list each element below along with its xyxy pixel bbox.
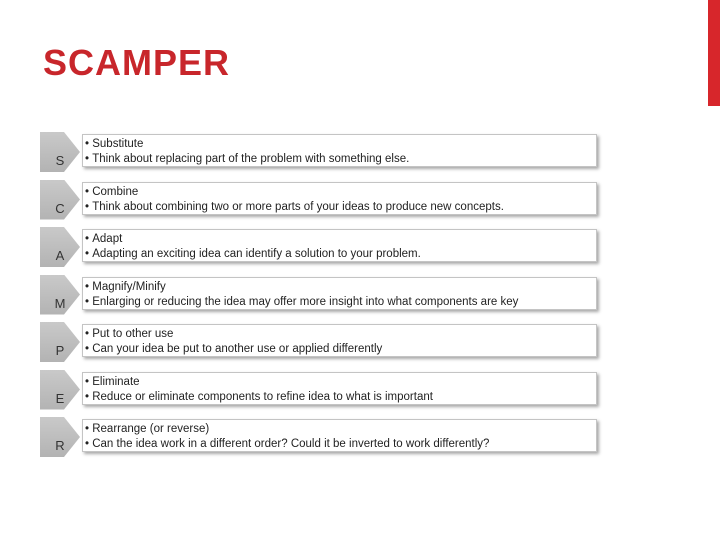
scamper-list: [40, 131, 560, 464]
row-card: [82, 372, 597, 405]
row-heading: • Put to other use: [85, 327, 590, 342]
row-letter: P: [55, 343, 65, 358]
scamper-row-c: [40, 179, 560, 227]
slide-title: SCAMPER: [43, 42, 231, 83]
accent-bar: [708, 0, 720, 106]
row-heading: • Adapt: [85, 232, 590, 247]
row-heading: • Rearrange (or reverse): [85, 422, 590, 437]
row-heading: • Combine: [85, 185, 590, 200]
row-card: [82, 182, 597, 215]
row-detail: • Can your idea be put to another use or applied differently: [85, 342, 590, 357]
row-letter: S: [55, 153, 65, 168]
row-card: [82, 419, 597, 452]
scamper-row-p: [40, 321, 560, 369]
row-detail: • Enlarging or reducing the idea may offer more insight into what components are key: [85, 295, 590, 310]
row-card: [82, 324, 597, 357]
row-detail: • Adapting an exciting idea can identify a solution to your problem.: [85, 247, 590, 262]
row-heading: • Magnify/Minify: [85, 280, 590, 295]
scamper-row-a: [40, 226, 560, 274]
row-heading: • Substitute: [85, 137, 590, 152]
row-card: [82, 134, 597, 167]
scamper-row-m: [40, 274, 560, 322]
row-detail: • Can the idea work in a different order? Could it be inverted to work differently?: [85, 437, 590, 452]
scamper-row-s: [40, 131, 560, 179]
row-card: [82, 229, 597, 262]
row-detail: • Reduce or eliminate components to refine idea to what is important: [85, 390, 590, 405]
scamper-row-e: [40, 369, 560, 417]
row-detail: • Think about replacing part of the problem with something else.: [85, 152, 590, 167]
row-letter: A: [55, 248, 65, 263]
row-letter: R: [55, 438, 65, 453]
row-card: [82, 277, 597, 310]
row-letter: E: [55, 390, 65, 406]
row-heading: • Eliminate: [85, 375, 590, 390]
row-letter: M: [54, 295, 66, 311]
row-detail: • Think about combining two or more parts of your ideas to produce new concepts.: [85, 200, 590, 215]
scamper-row-r: [40, 416, 560, 464]
row-letter: C: [55, 200, 65, 216]
